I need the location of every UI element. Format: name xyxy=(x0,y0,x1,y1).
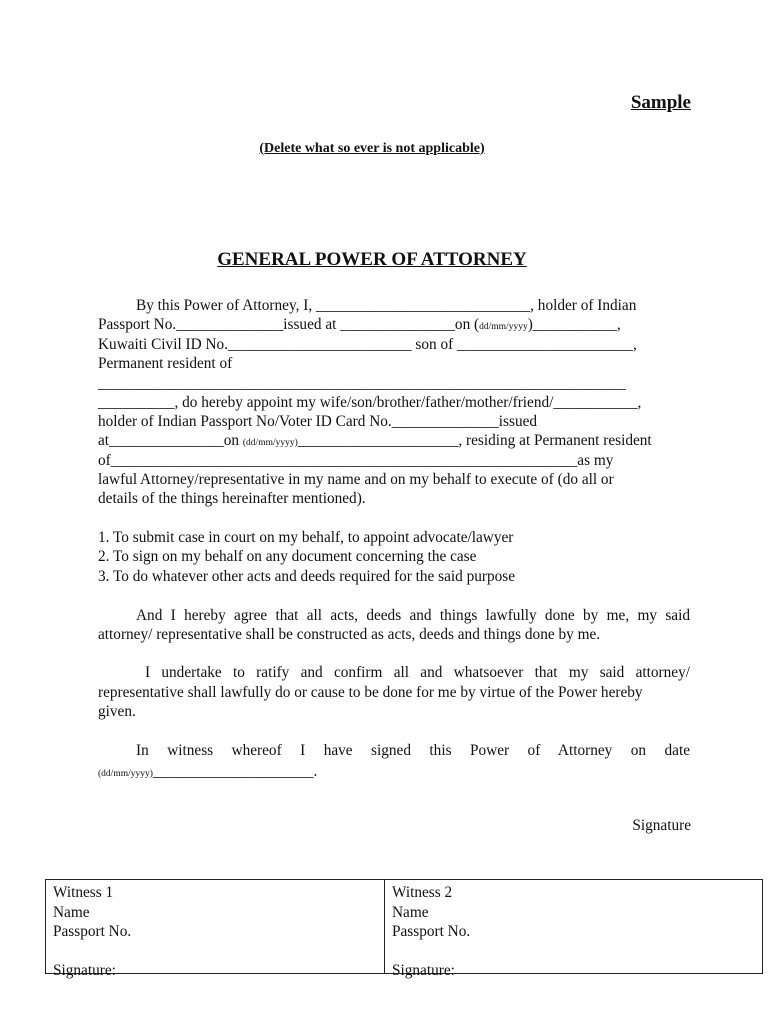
agree-paragraph-line-1: And I hereby agree that all acts, deeds and things lawfully done by me, my said xyxy=(136,607,690,624)
witness-2-cell xyxy=(385,880,762,979)
signature-label: Signature xyxy=(632,817,691,834)
sample-label: Sample xyxy=(630,92,691,113)
undertake-paragraph-line-3: given. xyxy=(98,703,136,720)
witness-paragraph-line-2: (dd/mm/yyyy)_____________________. xyxy=(98,763,318,780)
witness-2-passport-label: Passport No. xyxy=(392,923,471,940)
document-title: GENERAL POWER OF ATTORNEY xyxy=(217,249,527,270)
undertake-paragraph-line-1: I undertake to ratify and confirm all and whatsoever that my said attorney/ xyxy=(145,664,690,681)
body-line-3: Kuwaiti Civil ID No.________________________ son of _______________________, xyxy=(98,336,637,353)
witness-table xyxy=(45,879,763,979)
witness-1-cell xyxy=(46,880,385,979)
witness-1-passport-label: Passport No. xyxy=(53,923,132,940)
witness-paragraph-line-1: In witness whereof I have signed this Power of Attorney on date xyxy=(136,742,690,759)
body-line-2: Passport No.______________issued at _______________on (dd/mm/yyyy)___________, xyxy=(98,316,621,333)
witness-2-title: Witness 2 xyxy=(392,884,453,901)
witness-1-signature-label: Signature: xyxy=(53,962,116,979)
witness-2-signature-label: Signature: xyxy=(392,962,455,979)
body-line-1: By this Power of Attorney, I, ____________________________, holder of Indian xyxy=(136,297,637,314)
body-line-9: of_____________________________________________________________as my xyxy=(98,452,614,469)
agree-paragraph-line-2: attorney/ representative shall be constructed as acts, deeds and things done by me. xyxy=(98,626,601,643)
witness-2-name-label: Name xyxy=(392,903,429,921)
witness-1-name-label: Name xyxy=(53,903,90,921)
body-line-7: holder of Indian Passport No/Voter ID Card No.______________issued xyxy=(98,413,538,430)
body-line-6: __________, do hereby appoint my wife/son/brother/father/mother/friend/___________, xyxy=(98,394,642,411)
delete-note: (Delete what so ever is not applicable) xyxy=(259,141,485,156)
body-line-4: Permanent resident of xyxy=(98,355,233,372)
body-line-5: _____________________________________________________________________ xyxy=(98,375,626,392)
undertake-paragraph-line-2: representative shall lawfully do or cause to be done for me by virtue of the Power hereby xyxy=(98,684,643,701)
body-line-8: at_______________on (dd/mm/yyyy)_____________________, residing at Permanent resident xyxy=(98,432,652,449)
body-line-11: details of the things hereinafter mentioned). xyxy=(98,490,366,507)
body-line-10: lawful Attorney/representative in my name and on my behalf to execute of (do all or xyxy=(98,471,614,488)
witness-1-title: Witness 1 xyxy=(53,884,114,901)
list-item-3: 3. To do whatever other acts and deeds required for the said purpose xyxy=(98,568,516,585)
list-item-2: 2. To sign on my behalf on any document concerning the case xyxy=(98,548,477,565)
list-item-1: 1. To submit case in court on my behalf, to appoint advocate/lawyer xyxy=(98,529,514,546)
